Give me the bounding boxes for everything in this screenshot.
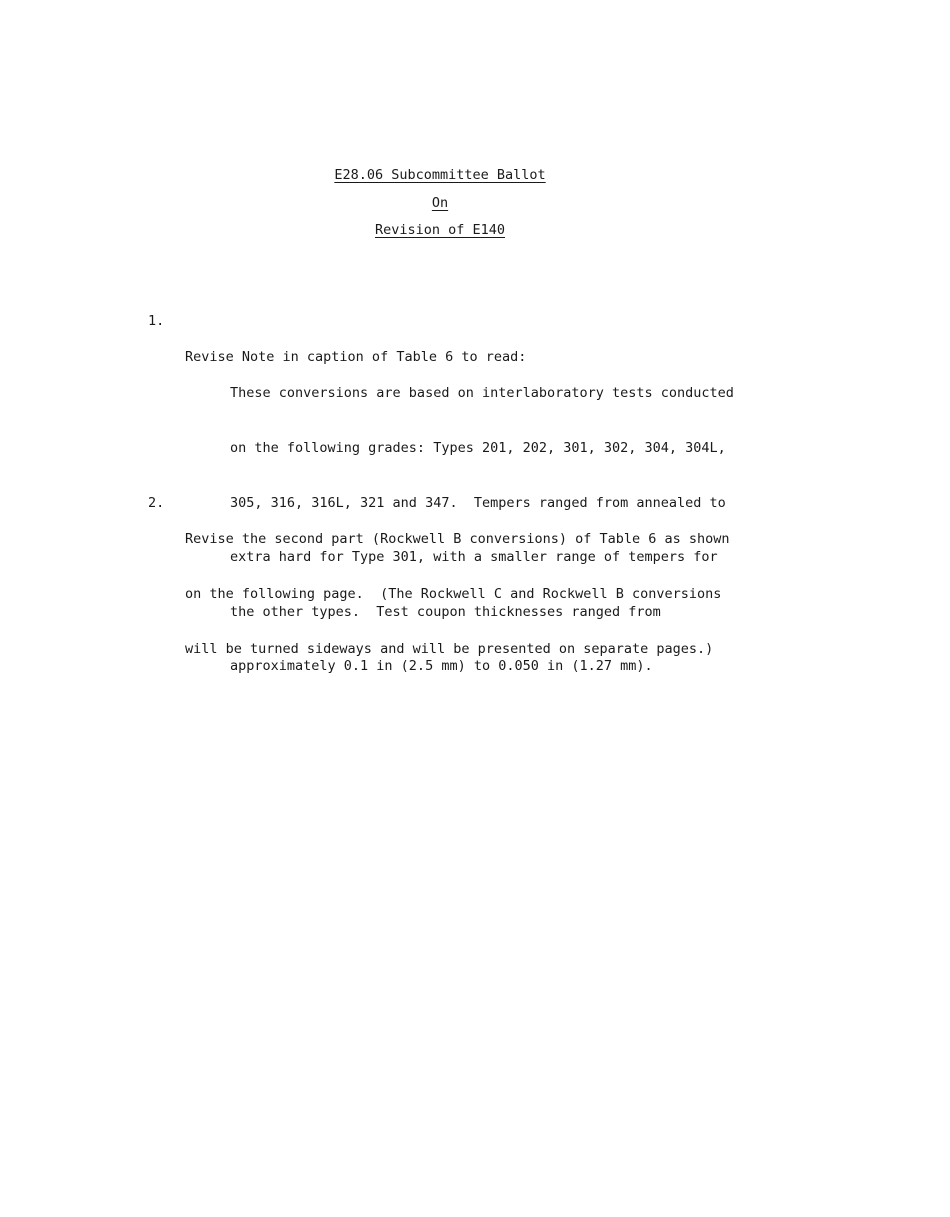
- item-number: 1.: [148, 313, 165, 329]
- quote-line: extra hard for Type 301, with a smaller range of tempers for: [230, 549, 718, 566]
- ballot-subtitle-on: On: [431, 195, 449, 211]
- quote-line: 305, 316, 316L, 321 and 347. Tempers ranged from annealed to: [230, 494, 726, 511]
- ballot-revision-title: Revision of E140: [374, 222, 506, 238]
- quote-line: approximately 0.1 in (2.5 mm) to 0.050 in (1.27 mm).: [230, 658, 653, 675]
- item-line: on the following page. (The Rockwell C and Rockwell B conversions: [185, 586, 722, 603]
- quote-line: the other types. Test coupon thicknesses ranged from: [230, 603, 661, 620]
- quote-line: on the following grades: Types 201, 202, 301, 302, 304, 304L,: [230, 440, 726, 457]
- item-text: [185, 494, 730, 694]
- ballot-title: E28.06 Subcommittee Ballot: [334, 167, 546, 183]
- item-number: 2.: [148, 495, 165, 511]
- item-line: Revise Note in caption of Table 6 to read:: [185, 349, 527, 366]
- item-line: will be turned sideways and will be presented on separate pages.): [185, 640, 714, 657]
- item-line: Revise the second part (Rockwell B conversions) of Table 6 as shown: [185, 531, 730, 548]
- quote-line: These conversions are based on interlaboratory tests conducted: [230, 385, 734, 402]
